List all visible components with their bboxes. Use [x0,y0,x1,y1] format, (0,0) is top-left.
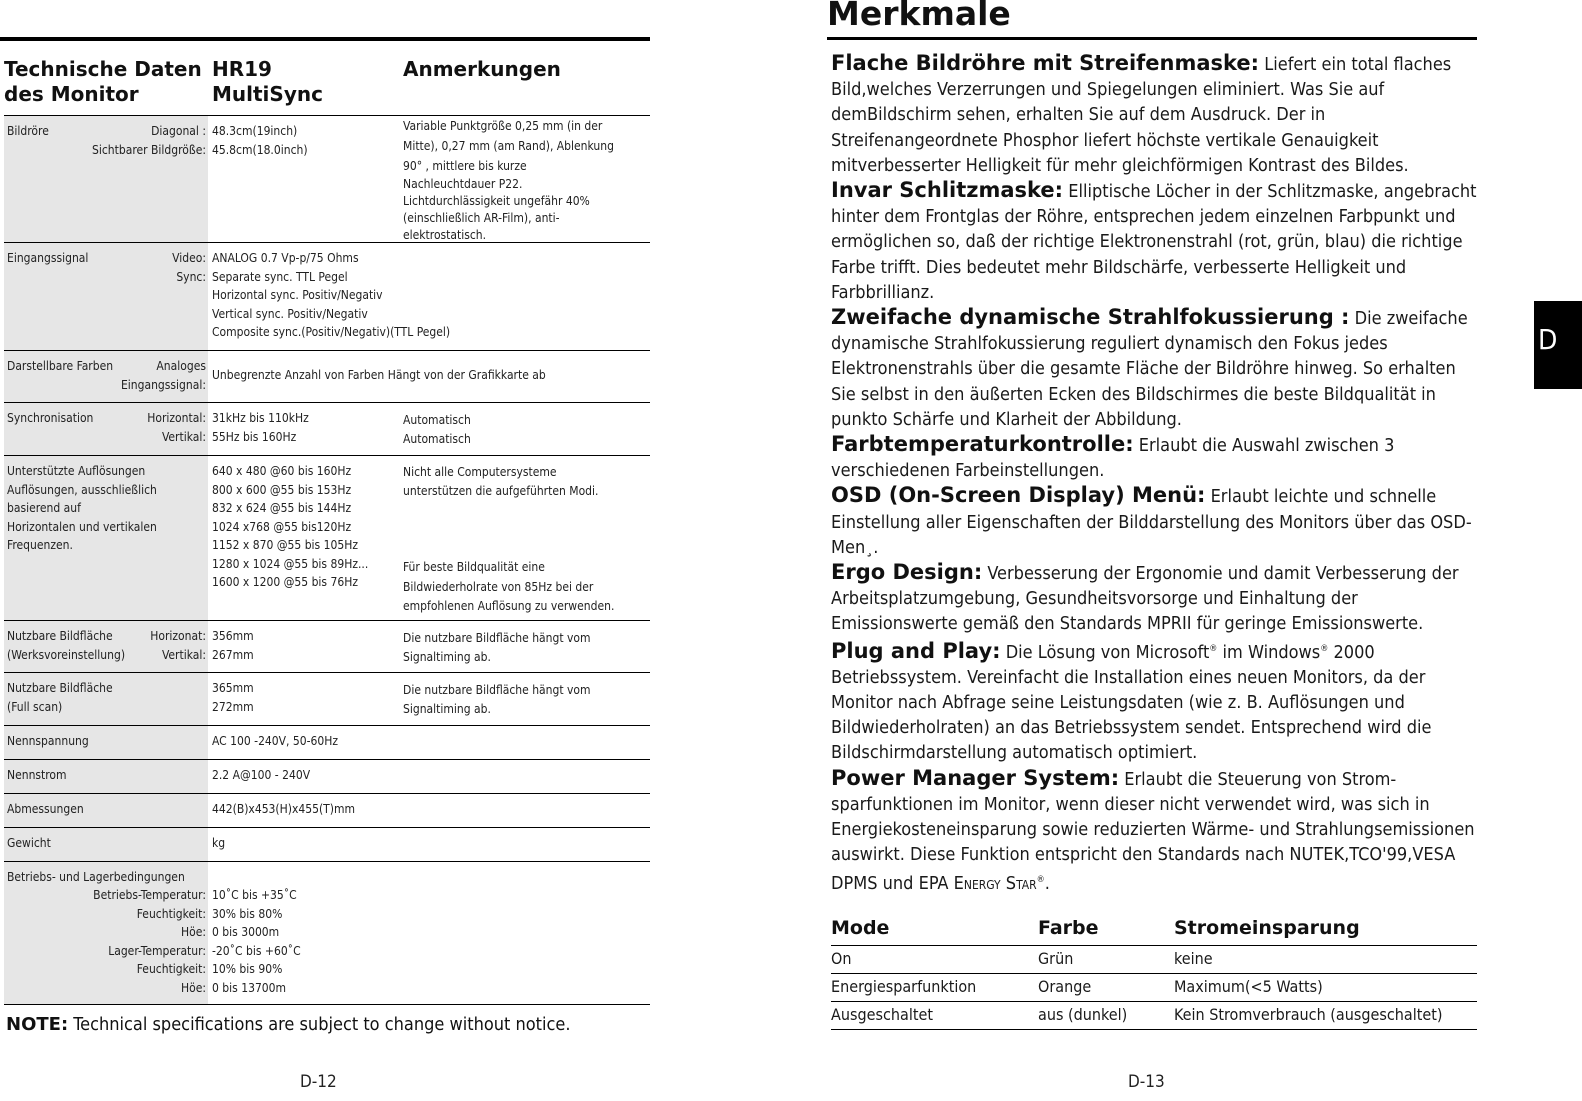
col-header-color: Farbe [1038,917,1099,939]
spec-label: Bildröre [7,124,49,138]
spec-table [4,115,650,1005]
table-row: Ausgeschaltet aus (dunkel) Kein Stromverbrauch (ausgeschaltet) [831,1002,1477,1030]
spec-label: Darstellbare Farben [7,359,114,373]
power-mode-table [831,917,1477,1030]
spec-sublabels: Diagonal : Sichtbarer Bildgröße: [92,124,206,157]
feature-color-temp [831,432,1479,483]
spec-row-rated-current [4,759,650,793]
mode-table-header [831,917,1477,946]
spec-values: kg [212,836,226,850]
feature-flat-tube [831,51,1479,178]
spec-sublabels: Horizontal: Vertikal: [147,411,206,444]
feature-invar-mask [831,178,1479,305]
feature-title: OSD (On-Screen Display) Menü: [831,483,1206,508]
feature-power-manager: Power Manager System: Erlaubt die Steuerung von Strom-sparfunktionen im Monitor, wenn dieser nicht verwendet wird, was sich in Energiekosteneinsparung sowie reduzierten Wärme- und Strahlungsemissionen auswirkt. Diese Funktion entspricht den Standards nach NUTEK,TCO'99,VESA DPMS und EPA ENERGY STAR®. [831,765,1475,894]
spec-label: Eingangssignal [7,251,89,265]
feature-title: Invar Schlitzmaske: [831,178,1064,203]
top-rule-left [0,37,650,41]
spec-label: Nennstrom [7,768,67,782]
specs-note [6,1014,571,1035]
feature-plug-and-play: Plug and Play: Die Lösung von Microsoft® im Windows® 2000 Betriebssystem. Vereinfacht die Installation eines neuen Monitors, da der Monitor nach Abfrage seine Leistungsdaten (wie z. B. Auflösungen und Bildwiederholraten) an das Betriebssystem sendet. Entsprechend wird die Bildschirmdarstellung automatisch optimiert. [831,638,1432,764]
feature-text: Verbesserung der Ergonomie und damit Verbesserung der Arbeitsplatzumgebung, Gesundheitsvorsorge und Einhaltung der Emissionswerte gemäß den Standards MPRII für geringe Emissionswerte. [831,563,1459,635]
page-title: Merkmale [827,0,1011,33]
spec-notes: Die nutzbare Bildfläche hängt vom Signaltiming ab. [403,683,591,716]
spec-values: 365mm 272mm [212,681,254,714]
spec-values: AC 100 -240V, 50-60Hz [212,734,339,748]
feature-text: Erlaubt die Auswahl zwischen 3 verschiedenen Farbeinstellungen. [831,435,1395,482]
spec-row-usable-area-fullscan [4,672,650,725]
spec-label: Unterstützte Auflösungen Auflösungen, ausschließlich basierend auf Horizontalen und vertikalen Frequenzen. [7,464,157,552]
page-number-left: D-12 [300,1072,337,1092]
header-remarks: Anmerkungen [403,57,561,81]
spec-sublabels: Horizonat: Vertikal: [150,629,206,662]
feature-title: Farbtemperaturkontrolle: [831,432,1134,457]
feature-text: Die zweifache dynamische Strahlfokussierung reguliert dynamisch den Fokus jedes Elektronenstrahls über die gesamte Fläche der Bildröhre hinweg. So erhalten Sie selbst in den äußerten Ecken des Bildschirmes die beste Bildqualität in punkto Schärfe und Klarheit der Abbildung. [831,308,1468,430]
feature-ergo-design [831,560,1479,637]
spec-values: 2.2 A@100 - 240V [212,768,311,782]
header-model: HR19 MultiSync [212,57,323,106]
feature-title: Flache Bildröhre mit Streifenmaske: [831,51,1260,75]
spec-row-input-signal [4,242,650,350]
feature-list [831,51,1479,898]
spec-row-usable-area-factory [4,620,650,672]
spec-label: Abmessungen [7,802,84,816]
note-text: Technical specifications are subject to change without notice. [68,1014,571,1035]
section-tab-letter: D [1538,323,1558,356]
spec-notes: Die nutzbare Bildfläche hängt vom Signaltiming ab. [403,631,591,664]
feature-text: Erlaubt leichte und schnelle Einstellung aller Eigenschaften der Bilddarstellung des Monitors über das OSD-Men¸. [831,486,1472,558]
spec-label: Betriebs- und Lagerbedingungen [7,870,185,884]
note-label: NOTE: [6,1014,69,1035]
table-row: On Grün keine [831,946,1477,974]
spec-row-supported-resolutions [4,455,650,620]
spec-values: 356mm 267mm [212,629,254,662]
spec-values: ANALOG 0.7 Vp-p/75 Ohms Separate sync. TTL Pegel Horizontal sync. Positiv/Negativ Vertical sync. Positiv/Negativ Composite sync.(Positiv/Negativ)(TTL Pegel) [212,251,451,339]
feature-title: Plug and Play: [831,638,1001,663]
spec-label: Nennspannung [7,734,89,748]
spec-row-picture-tube [4,115,650,242]
spec-values: 31kHz bis 110kHz 55Hz bis 160Hz [212,411,309,444]
col-header-mode: Mode [831,917,890,939]
feature-title: Ergo Design: [831,560,983,585]
spec-label: Nutzbare Bildfläche (Full scan) [7,681,113,714]
page-number-right: D-13 [1128,1072,1165,1092]
spec-row-environment [4,861,650,1005]
col-header-saving: Stromeinsparung [1174,917,1360,939]
spec-label: Gewicht [7,836,51,850]
spec-label: Synchronisation [7,411,94,425]
spec-notes: Variable Punktgröße 0,25 mm (in der Mitte), 0,27 mm (am Rand), Ablenkung 90° , mittlere bis kurze Nachleuchtdauer P22. Lichtdurchlässigkeit ungefähr 40% (einschließlich AR-Film), anti- elektrostatisch. [403,119,614,242]
feature-title: Power Manager System: [831,765,1120,790]
spec-values: 48.3cm(19inch) 45.8cm(18.0inch) [212,124,308,157]
header-technical-data: Technische Daten des Monitor [4,57,202,106]
spec-label: Nutzbare Bildfläche (Werksvoreinstellung) [7,629,126,662]
table-row: Energiesparfunktion Orange Maximum(<5 Watts) [831,974,1477,1002]
spec-sublabels: Analoges Eingangssignal: [120,359,206,392]
feature-text: Liefert ein total flaches Bild,welches Verzerrungen und Spiegelungen eliminiert. Was Sie auf demBildschirm sehen, erhalten Sie auf dem Ausdruck. Der in Streifenangeordnete Phosphor liefert höchste vertikale Genauigkeit mitverbesserter Helligkeit für mehr gleichförmigen Kontrast des Bildes. [831,54,1452,176]
feature-osd-menu [831,483,1479,560]
spec-sublabels: Betriebs-Temperatur: Feuchtigkeit: Höe: Lager-Temperatur: Feuchtigkeit: Höe: [93,888,206,995]
spec-notes: Nicht alle Computersysteme unterstützen die aufgeführten Modi. [403,465,599,498]
feature-text: Elliptische Löcher in der Schlitzmaske, angebracht hinter dem Frontglas der Röhre, entsprechen jedem einzelnen Farbpunkt und ermöglichen so, daß der richtige Elektronenstrahl (rot, grün, blau) die richtige Farbe trifft. Dies bedeutet mehr Bildschärfe, verbesserte Helligkeit und Farbbrillianz. [831,181,1477,303]
top-rule-right [827,37,1477,40]
section-tab [1534,301,1582,389]
spec-notes: Automatisch Automatisch [403,413,471,446]
spec-row-rated-voltage [4,725,650,759]
spec-row-display-colors [4,350,650,402]
spec-row-weight [4,827,650,861]
spec-row-synchronisation [4,402,650,455]
spec-values: Unbegrenzte Anzahl von Farben Hängt von der Grafikkarte ab [212,368,546,382]
spec-values: 10˚C bis +35˚C 30% bis 80% 0 bis 3000m -20˚C bis +60˚C 10% bis 90% 0 bis 13700m [212,888,301,995]
spec-row-dimensions [4,793,650,827]
spec-values: 640 x 480 @60 bis 160Hz 800 x 600 @55 bis 153Hz 832 x 624 @55 bis 144Hz 1024 x768 @55 bis120Hz 1152 x 870 @55 bis 105Hz 1280 x 1024 @55 bis 89Hz... 1600 x 1200 @55 bis 76Hz [212,464,369,589]
feature-title: Zweifache dynamische Strahlfokussierung : [831,305,1350,330]
feature-dual-focus [831,305,1479,432]
spec-sublabels: Video: Sync: [172,251,206,284]
spec-values: 442(B)x453(H)x455(T)mm [212,802,356,816]
spec-notes-quality: Für beste Bildqualität eine Bildwiederholrate von 85Hz bei der empfohlenen Auflösung zu verwenden. [403,560,615,613]
